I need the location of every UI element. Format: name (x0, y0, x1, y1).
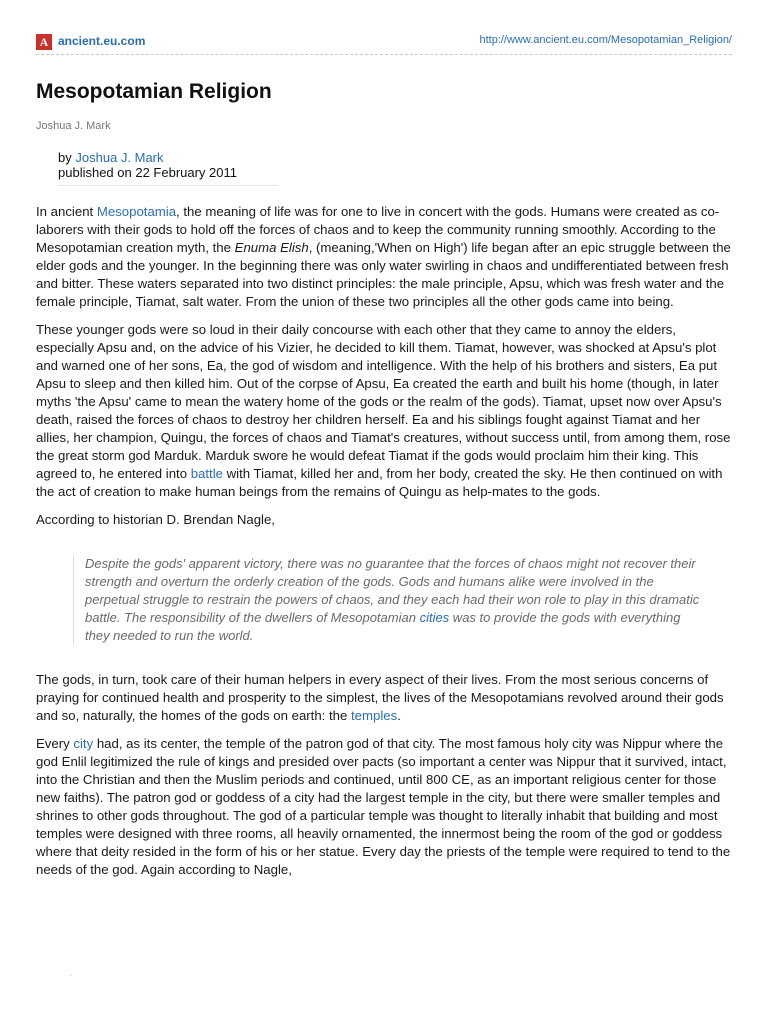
by-prefix: by (58, 150, 72, 165)
article-body (36, 203, 732, 889)
site-name-link[interactable]: ancient.eu.com (58, 34, 146, 48)
byline-divider (58, 185, 278, 186)
link-city[interactable]: city (73, 736, 94, 751)
paragraph-3: According to historian D. Brendan Nagle, (36, 512, 275, 527)
link-mesopotamia[interactable]: Mesopotamia (96, 204, 177, 219)
paragraph-1: In ancient Mesopotamia, the meaning of life was for one to live in concert with the gods. Humans were created as co-laborers with their gods to hold off the forces of chaos and to keep the community running smoothly. According to the Mesopotamian creation myth, the Enuma Elish, (meaning,'When on High') life began after an epic struggle between the elder gods and the younger. In the beginning there was only water swirling in chaos and undifferentiated between fresh and bitter. These waters separated into two distinct principles: the male principle, Apsu, which was fresh water and the female principle, Tiamat, salt water. From the union of these two principles all the other gods came into being. (36, 204, 731, 309)
header-divider (36, 54, 732, 55)
link-temples[interactable]: temples (351, 708, 398, 723)
paragraph-4: The gods, in turn, took care of their human helpers in every aspect of their lives. From the most serious concerns of praying for continued health and prosperity to the simplest, the lives of the Mesopotamians revolved around their gods and so, naturally, the homes of the gods on earth: the temples. (36, 672, 724, 723)
author-name: Joshua J. Mark (36, 120, 111, 132)
footer-mark (70, 975, 71, 976)
paragraph-2: These younger gods were so loud in their daily concourse with each other that they came to annoy the elders, especially Apsu and, on the advice of his Vizier, he decided to kill them. Tiamat, however, was shocked at Apsu's plot and warned one of her sons, Ea, the god of wisdom and intelligence. With the help of his brothers and sisters, Ea put Apsu to sleep and then killed him. Out of the corpse of Apsu, Ea created the earth and built his home (though, in later myths 'the Apsu' came to mean the watery home of the gods or the realm of the gods). Tiamat, upset now over Apsu's death, raised the forces of chaos to destroy her children herself. Ea and his siblings fought against Tiamat and her allies, her champion, Quingu, the forces of chaos and Tiamat's creatures, without success until, from among them, rose the great storm god Marduk. Marduk swore he would defeat Tiamat if the gods would proclaim him their king. This agreed to, he entered into battle with Tiamat, killed her and, from her body, created the sky. He then continued on with the act of creation to make human beings from the remains of Quingu as help-mates to the gods. (36, 322, 731, 499)
link-battle[interactable]: battle (190, 466, 223, 481)
published-date: published on 22 February 2011 (58, 165, 237, 180)
site-logo-icon[interactable]: A (36, 34, 52, 50)
paragraph-5: Every city had, as its center, the temple of the patron god of that city. The most famous holy city was Nippur where the god Enlil legitimized the rule of kings and presided over pacts (so important a center was Nippur that it survived, intact, into the Christian and then the Muslim periods and continued, until 800 CE, as an important religious center for those new faiths). The patron god or goddess of a city had the largest temple in the city, but there were smaller temples and shrines to other gods throughout. The god of a particular temple was thought to literally inhabit that building and most temples were designed with three rooms, all heavily ornamented, the innermost being the room of the god or goddess where that deity resided in the form of his or her statue. Every day the priests of the temple were required to tend to the needs of the god. Again according to Nagle, (36, 736, 731, 877)
site-header (36, 33, 732, 51)
link-cities[interactable]: cities (419, 610, 450, 625)
byline (58, 150, 278, 180)
page-url-link[interactable]: http://www.ancient.eu.com/Mesopotamian_Religion/ (479, 34, 732, 46)
author-link[interactable]: Joshua J. Mark (75, 150, 164, 165)
nagle-quote: Despite the gods' apparent victory, there was no guarantee that the forces of chaos might not recover their strength and overturn the orderly creation of the gods. Gods and humans alike were involved in the perpetual struggle to restrain the powers of chaos, and they each had their won role to play in this dramatic battle. The responsibility of the dwellers of Mesopotamian cities was to provide the gods with everything they needed to run the world. (73, 555, 705, 645)
enuma-elish-title: Enuma Elish (234, 240, 309, 255)
page-title: Mesopotamian Religion (36, 80, 272, 103)
